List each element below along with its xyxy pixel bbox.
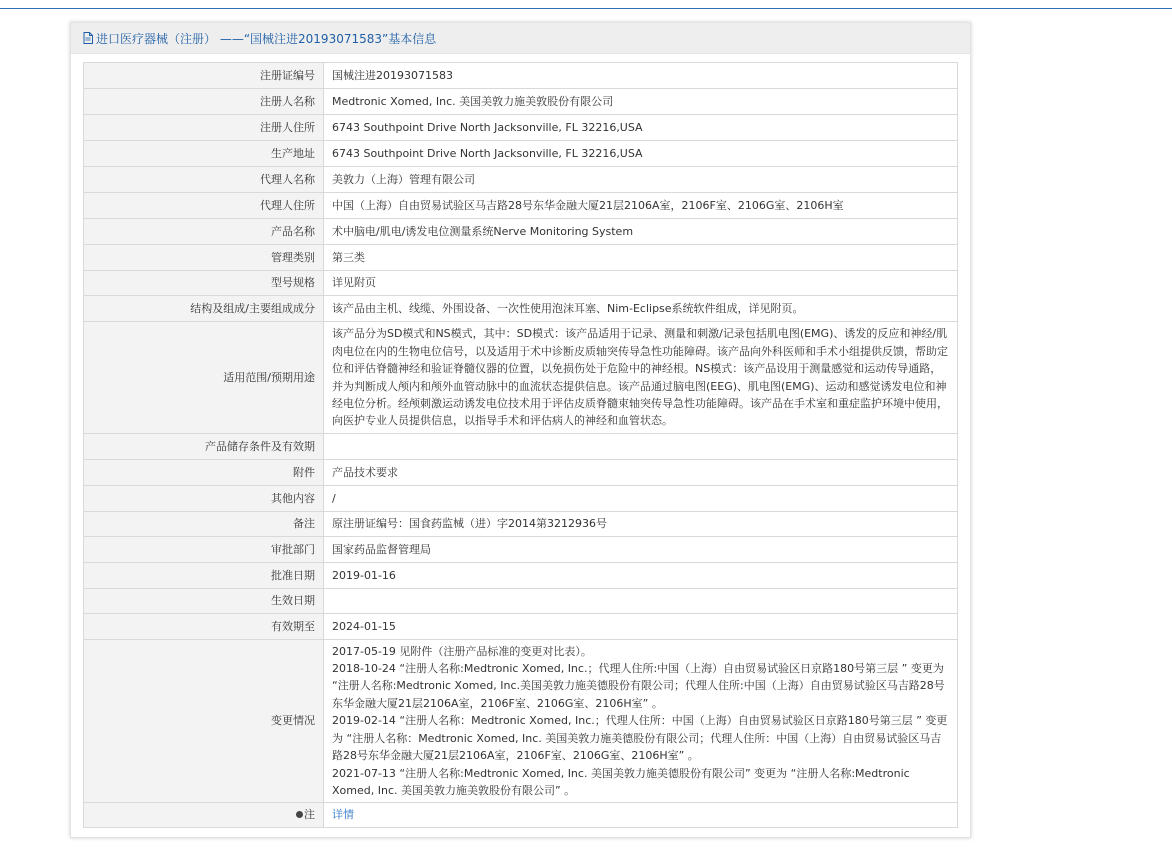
row-label: 审批部门 bbox=[84, 537, 324, 563]
row-label: 备注 bbox=[84, 512, 324, 537]
row-value bbox=[324, 589, 958, 614]
row-label: 注册人住所 bbox=[84, 115, 324, 141]
table-row bbox=[84, 219, 958, 245]
table-row bbox=[84, 563, 958, 589]
table-row bbox=[84, 115, 958, 141]
table-row bbox=[84, 89, 958, 115]
table-row bbox=[84, 640, 958, 803]
details-link[interactable]: 详情 bbox=[332, 808, 354, 822]
row-value: 6743 Southpoint Drive North Jacksonville, FL 32216,USA bbox=[324, 141, 958, 167]
row-label: 产品储存条件及有效期 bbox=[84, 434, 324, 460]
table-row bbox=[84, 271, 958, 296]
row-value: 原注册证编号：国食药监械（进）字2014第3212936号 bbox=[324, 512, 958, 537]
row-label: 代理人住所 bbox=[84, 193, 324, 219]
note-label-text: 注 bbox=[304, 808, 315, 822]
change-entry: 2018-10-24 “注册人名称:Medtronic Xomed, Inc.；代理人住所:中国（上海）自由贸易试验区日京路180号第三层 ” 变更为 “注册人名称:Medtronic Xomed, Inc.美国美敦力施美德股份有限公司；代理人住所:中国（上海）自由贸易试验区马吉路28号东华金融大厦21层2106A室，2106F室、2106G室、2106H室” 。 bbox=[332, 662, 945, 710]
row-value: 2019-01-16 bbox=[324, 563, 958, 589]
table-row bbox=[84, 512, 958, 537]
table-row bbox=[84, 167, 958, 193]
page-title: 进口医疗器械（注册） ——“国械注进20193071583”基本信息 bbox=[96, 31, 437, 46]
top-divider bbox=[0, 8, 1172, 9]
row-label: 其他内容 bbox=[84, 486, 324, 512]
row-label: 型号规格 bbox=[84, 271, 324, 296]
row-label: 生效日期 bbox=[84, 589, 324, 614]
row-value: / bbox=[324, 486, 958, 512]
panel-header bbox=[71, 23, 970, 54]
row-label: 批准日期 bbox=[84, 563, 324, 589]
row-value: 术中脑电/肌电/诱发电位测量系统Nerve Monitoring System bbox=[324, 219, 958, 245]
info-panel bbox=[70, 22, 971, 838]
change-entry: 2019-02-14 “注册人名称：Medtronic Xomed, Inc.；代理人住所：中国（上海）自由贸易试验区日京路180号第三层 ” 变更为 “注册人名称：Medtronic Xomed, Inc. 美国美敦力施美德股份有限公司；代理人住所：中国（上海）自由贸易试验区马吉路28号东华金融大厦21层2106A室，2106F室、2106G室、2106H室” 。 bbox=[332, 714, 948, 763]
document-icon bbox=[83, 32, 93, 44]
row-label: 注册人名称 bbox=[84, 89, 324, 115]
row-value: 2024-01-15 bbox=[324, 614, 958, 640]
row-label: 产品名称 bbox=[84, 219, 324, 245]
change-history bbox=[324, 640, 958, 803]
row-value: 该产品分为SD模式和NS模式，其中：SD模式：该产品适用于记录、测量和刺激/记录包括肌电图(EMG)、诱发的反应和神经/肌肉电位在内的生物电位信号，以及适用于术中诊断皮质轴突传导急性功能障碍。该产品向外科医师和手术小组提供反馈，帮助定位和评估脊髓神经和验证脊髓仪器的位置，以免损伤处于危险中的神经根。NS模式：该产品设用于测量感觉和运动传导通路，并为判断成人颅内和颅外血管动脉中的血流状态提供信息。该产品通过脑电图(EEG)、肌电图(EMG)、运动和感觉诱发电位和神经电位分析。经颅刺激运动诱发电位技术用于评估皮质脊髓束轴突传导急性功能障碍。该产品在手术室和重症监护环境中使用，向医护专业人员提供信息，以指导手术和评估病人的神经和血管状态。 bbox=[324, 322, 958, 434]
row-value: Medtronic Xomed, Inc. 美国美敦力施美敦股份有限公司 bbox=[324, 89, 958, 115]
table-row bbox=[84, 193, 958, 219]
change-entry: 2017-05-19 见附件（注册产品标准的变更对比表）。 bbox=[332, 644, 592, 658]
table-row bbox=[84, 63, 958, 89]
row-label: 有效期至 bbox=[84, 614, 324, 640]
row-label: 结构及组成/主要组成成分 bbox=[84, 296, 324, 322]
table-row bbox=[84, 434, 958, 460]
table-row bbox=[84, 537, 958, 563]
row-value: 产品技术要求 bbox=[324, 460, 958, 486]
row-value: 6743 Southpoint Drive North Jacksonville, FL 32216,USA bbox=[324, 115, 958, 141]
row-value: 中国（上海）自由贸易试验区马吉路28号东华金融大厦21层2106A室，2106F室、2106G室、2106H室 bbox=[324, 193, 958, 219]
row-label: 注册证编号 bbox=[84, 63, 324, 89]
row-value: 详见附页 bbox=[324, 271, 958, 296]
table-row bbox=[84, 614, 958, 640]
row-value: 国家药品监督管理局 bbox=[324, 537, 958, 563]
table-row bbox=[84, 245, 958, 271]
row-label: 适用范围/预期用途 bbox=[84, 322, 324, 434]
note-icon bbox=[296, 811, 303, 818]
change-entry: 2021-07-13 “注册人名称:Medtronic Xomed, Inc. 美国美敦力施美德股份有限公司” 变更为 “注册人名称:Medtronic Xomed, Inc. 美国美敦力施美敦股份有限公司” 。 bbox=[332, 766, 910, 797]
table-row bbox=[84, 322, 958, 434]
row-value: 第三类 bbox=[324, 245, 958, 271]
row-label: 管理类别 bbox=[84, 245, 324, 271]
row-label: 附件 bbox=[84, 460, 324, 486]
row-value: 该产品由主机、线缆、外围设备、一次性使用泡沫耳塞、Nim-Eclipse系统软件组成，详见附页。 bbox=[324, 296, 958, 322]
row-label: 变更情况 bbox=[84, 640, 324, 803]
table-row bbox=[84, 141, 958, 167]
table-row bbox=[84, 296, 958, 322]
row-label: 代理人名称 bbox=[84, 167, 324, 193]
table-row bbox=[84, 803, 958, 828]
row-value: 美敦力（上海）管理有限公司 bbox=[324, 167, 958, 193]
note-label bbox=[84, 803, 324, 828]
info-table bbox=[83, 62, 958, 828]
table-row bbox=[84, 460, 958, 486]
row-value: 国械注进20193071583 bbox=[324, 63, 958, 89]
row-value bbox=[324, 803, 958, 828]
row-label: 生产地址 bbox=[84, 141, 324, 167]
table-row bbox=[84, 589, 958, 614]
row-value bbox=[324, 434, 958, 460]
table-row bbox=[84, 486, 958, 512]
